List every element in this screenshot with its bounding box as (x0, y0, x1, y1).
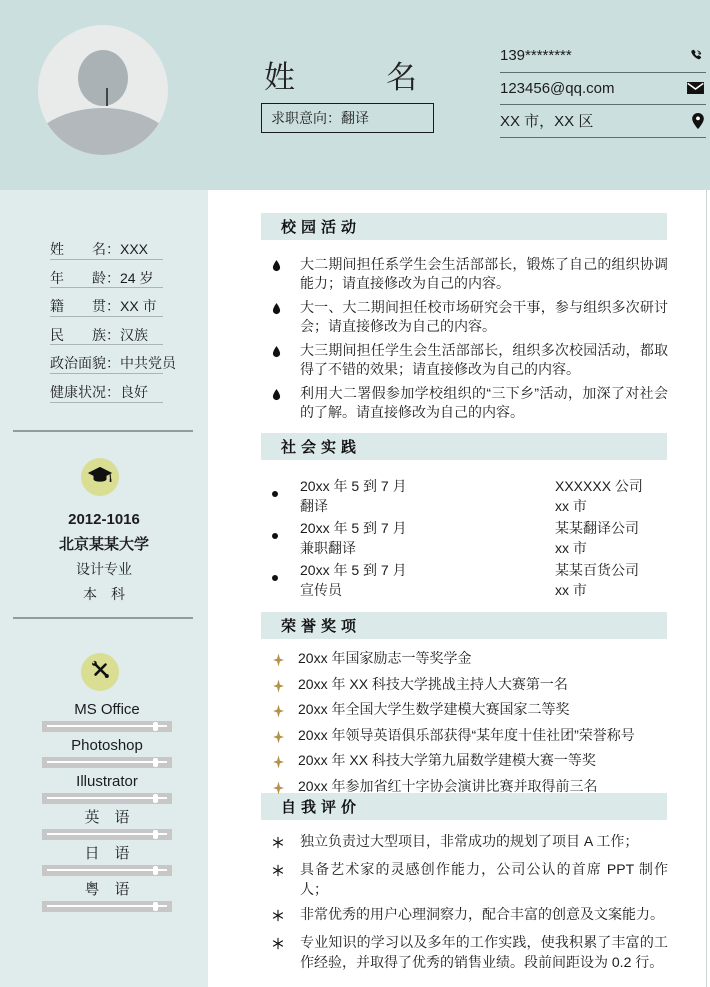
droplet-bullet-icon (272, 341, 300, 378)
section-header-campus-activities (261, 213, 667, 240)
practice-role: 翻译 (300, 497, 328, 514)
self-evaluation-list (272, 831, 668, 977)
four-point-star-icon (272, 750, 298, 776)
skill-ms-office (42, 701, 172, 732)
profile-label: 籍 贯 (50, 298, 106, 315)
list-item (272, 255, 668, 292)
profile-separator: ： (106, 383, 120, 400)
four-point-star-icon (272, 648, 298, 674)
item-text: 大一、大二期间担任校市场研究会干事，参与组织多次研讨会；请直接修改为自己的内容。 (300, 299, 668, 334)
list-item (272, 831, 668, 854)
contact-block (500, 40, 706, 138)
practice-company-city (555, 519, 668, 558)
profile-value: 汉族 (120, 326, 148, 343)
phone-icon (688, 48, 706, 64)
list-item (272, 298, 668, 335)
four-point-star-icon (272, 776, 298, 802)
skill-slider (42, 865, 172, 876)
profile-info-list (50, 231, 176, 403)
contact-row-location (500, 105, 706, 138)
sidebar-divider (13, 617, 193, 619)
name-char-last: 名 (386, 60, 417, 95)
avatar-neck-line (106, 88, 108, 106)
item-text: 20xx 年参加省红十字协会演讲比赛并取得前三名 (298, 777, 598, 794)
list-item (272, 904, 668, 927)
profile-label: 政治面貌 (50, 355, 106, 372)
avatar-head (78, 50, 128, 106)
item-text: 20xx 年领导英语俱乐部获得“某年度十佳社团”荣誉称号 (298, 726, 635, 743)
list-item (272, 699, 668, 725)
list-item (272, 674, 668, 700)
practice-company: XXXXXX 公司 (555, 478, 643, 494)
item-text: 独立负责过大型项目，非常成功的规划了项目 A 工作； (300, 833, 639, 849)
section-title: 自我评价 (281, 799, 362, 816)
list-item (272, 725, 668, 751)
item-text: 利用大二署假参加学校组织的“三下乡”活动，加深了对社会的了解。请直接修改为自己的内容。 (300, 385, 668, 420)
skill-label: 粤 语 (84, 881, 130, 898)
section-header-social-practice (261, 433, 667, 460)
slider-track-line (47, 797, 167, 799)
droplet-bullet-icon (272, 298, 300, 335)
droplet-bullet-icon (272, 384, 300, 421)
education-block (0, 508, 208, 606)
skill-cantonese (42, 881, 172, 912)
practice-period-role (300, 519, 555, 558)
skill-label: 日 语 (84, 845, 130, 862)
skill-slider (42, 721, 172, 732)
list-item (272, 477, 668, 516)
skills-icon-badge (81, 653, 119, 691)
profile-row-age (50, 260, 163, 289)
skill-label: 英 语 (84, 809, 130, 826)
phone-number: 139******** (500, 47, 572, 65)
job-intent-box (261, 103, 434, 133)
profile-row-hometown (50, 288, 163, 317)
list-item (272, 776, 668, 802)
item-text: 20xx 年全国大学生数学建模大赛国家二等奖 (298, 701, 570, 717)
education-major: 设计专业 (76, 561, 132, 577)
list-item (272, 859, 668, 899)
skills-list (42, 701, 172, 917)
campus-activities-list (272, 255, 668, 427)
profile-separator: ： (106, 241, 120, 257)
profile-label: 健康状况 (50, 383, 106, 400)
slider-track-line (47, 869, 167, 871)
profile-separator: ： (106, 298, 120, 315)
slider-track-line (47, 905, 167, 907)
avatar (38, 25, 168, 155)
slider-handle[interactable] (153, 758, 158, 767)
list-item (272, 561, 668, 600)
contact-row-email (500, 73, 706, 106)
profile-row-ethnicity (50, 317, 163, 346)
profile-label: 年 龄 (50, 269, 106, 286)
profile-value: XXX (120, 241, 149, 257)
slider-handle[interactable] (153, 830, 158, 839)
skill-english (42, 809, 172, 840)
item-text: 大二期间担任系学生会生活部部长，锻炼了自己的组织协调能力；请直接修改为自己的内容。 (300, 256, 668, 291)
practice-city: xx 市 (555, 581, 587, 598)
profile-value: 中共党员 (120, 355, 176, 372)
practice-company: 某某百货公司 (555, 562, 639, 578)
practice-company: 某某翻译公司 (555, 520, 639, 536)
page-right-border (706, 190, 707, 987)
graduation-cap-icon (87, 465, 113, 490)
skill-label: Illustrator (76, 773, 138, 790)
name-char-first: 姓 (264, 60, 295, 95)
practice-period: 20xx 年 5 到 7 月 (300, 478, 407, 494)
list-item (272, 341, 668, 378)
four-point-star-icon (272, 699, 298, 725)
dot-bullet-icon (272, 519, 300, 558)
practice-period: 20xx 年 5 到 7 月 (300, 562, 407, 578)
slider-track-line (47, 725, 167, 727)
list-item (272, 648, 668, 674)
education-icon-badge (81, 458, 119, 496)
practice-city: xx 市 (555, 497, 587, 514)
slider-track-line (47, 833, 167, 835)
practice-period-role (300, 477, 555, 516)
asterisk-bullet-icon (272, 831, 300, 854)
profile-row-health (50, 374, 163, 403)
candidate-name (264, 52, 417, 97)
profile-separator: ： (106, 326, 120, 343)
job-intent-text: 求职意向：翻译 (271, 110, 369, 126)
profile-separator: ： (106, 269, 120, 286)
section-header-honors-awards (261, 612, 667, 639)
skill-photoshop (42, 737, 172, 768)
honors-awards-list (272, 648, 668, 801)
item-text: 具备艺术家的灵感创作能力，公司公认的首席 PPT 制作人； (300, 861, 668, 897)
skill-label: Photoshop (71, 737, 143, 754)
four-point-star-icon (272, 674, 298, 700)
list-item (272, 932, 668, 972)
skill-slider (42, 829, 172, 840)
education-period: 2012-1016 (68, 511, 140, 528)
profile-value: XX 市 (120, 298, 157, 315)
slider-track-line (47, 761, 167, 763)
social-practice-list (272, 477, 668, 603)
section-title: 社会实践 (281, 439, 362, 456)
slider-handle[interactable] (153, 722, 158, 731)
education-degree: 本 科 (83, 585, 125, 602)
profile-value: 良好 (120, 383, 148, 400)
item-text: 20xx 年 XX 科技大学第九届数学建模大赛一等奖 (298, 752, 596, 768)
asterisk-bullet-icon (272, 932, 300, 972)
skill-slider (42, 901, 172, 912)
section-title: 荣誉奖项 (281, 618, 362, 635)
education-school: 北京某某大学 (58, 535, 149, 553)
practice-period: 20xx 年 5 到 7 月 (300, 520, 407, 536)
skill-slider (42, 757, 172, 768)
list-item (272, 519, 668, 558)
item-text: 20xx 年国家励志一等奖学金 (298, 650, 472, 666)
item-text: 20xx 年 XX 科技大学挑战主持人大赛第一名 (298, 675, 568, 692)
practice-role: 兼职翻译 (300, 539, 356, 556)
dot-bullet-icon (272, 561, 300, 600)
skill-slider (42, 793, 172, 804)
location-icon (692, 113, 706, 129)
slider-handle[interactable] (153, 794, 158, 803)
mail-icon (687, 82, 706, 94)
avatar-shoulders (38, 108, 168, 155)
profile-separator: ： (106, 355, 120, 372)
practice-role: 宣传员 (300, 581, 342, 598)
practice-company-city (555, 477, 668, 516)
profile-label: 民 族 (50, 326, 106, 343)
email-address: 123456@qq.com (500, 79, 615, 97)
section-title: 校园活动 (281, 219, 362, 236)
item-text: 非常优秀的用户心理洞察力，配合丰富的创意及文案能力。 (300, 906, 664, 922)
profile-value: 24 岁 (120, 269, 154, 286)
practice-period-role (300, 561, 555, 600)
slider-handle[interactable] (153, 902, 158, 911)
four-point-star-icon (272, 725, 298, 751)
list-item (272, 750, 668, 776)
droplet-bullet-icon (272, 255, 300, 292)
skill-illustrator (42, 773, 172, 804)
practice-company-city (555, 561, 668, 600)
crossed-tools-icon (90, 659, 111, 685)
slider-handle[interactable] (153, 866, 158, 875)
profile-row-political-status (50, 345, 176, 374)
skill-label: MS Office (74, 701, 140, 718)
profile-label: 姓 名 (50, 241, 106, 257)
contact-row-phone (500, 40, 706, 73)
item-text: 大三期间担任学生会生活部部长，组织多次校园活动，都取得了不错的效果；请直接修改为自己的内容。 (300, 342, 668, 377)
location-text: XX 市，XX 区 (500, 113, 594, 131)
asterisk-bullet-icon (272, 859, 300, 899)
dot-bullet-icon (272, 477, 300, 516)
item-text: 专业知识的学习以及多年的工作实践，使我积累了丰富的工作经验，并取得了优秀的销售业绩。段前间距设为 0.2 行。 (300, 934, 668, 970)
practice-city: xx 市 (555, 539, 587, 556)
asterisk-bullet-icon (272, 904, 300, 927)
list-item (272, 384, 668, 421)
sidebar-divider (13, 430, 193, 432)
profile-row-name (50, 231, 163, 260)
skill-japanese (42, 845, 172, 876)
